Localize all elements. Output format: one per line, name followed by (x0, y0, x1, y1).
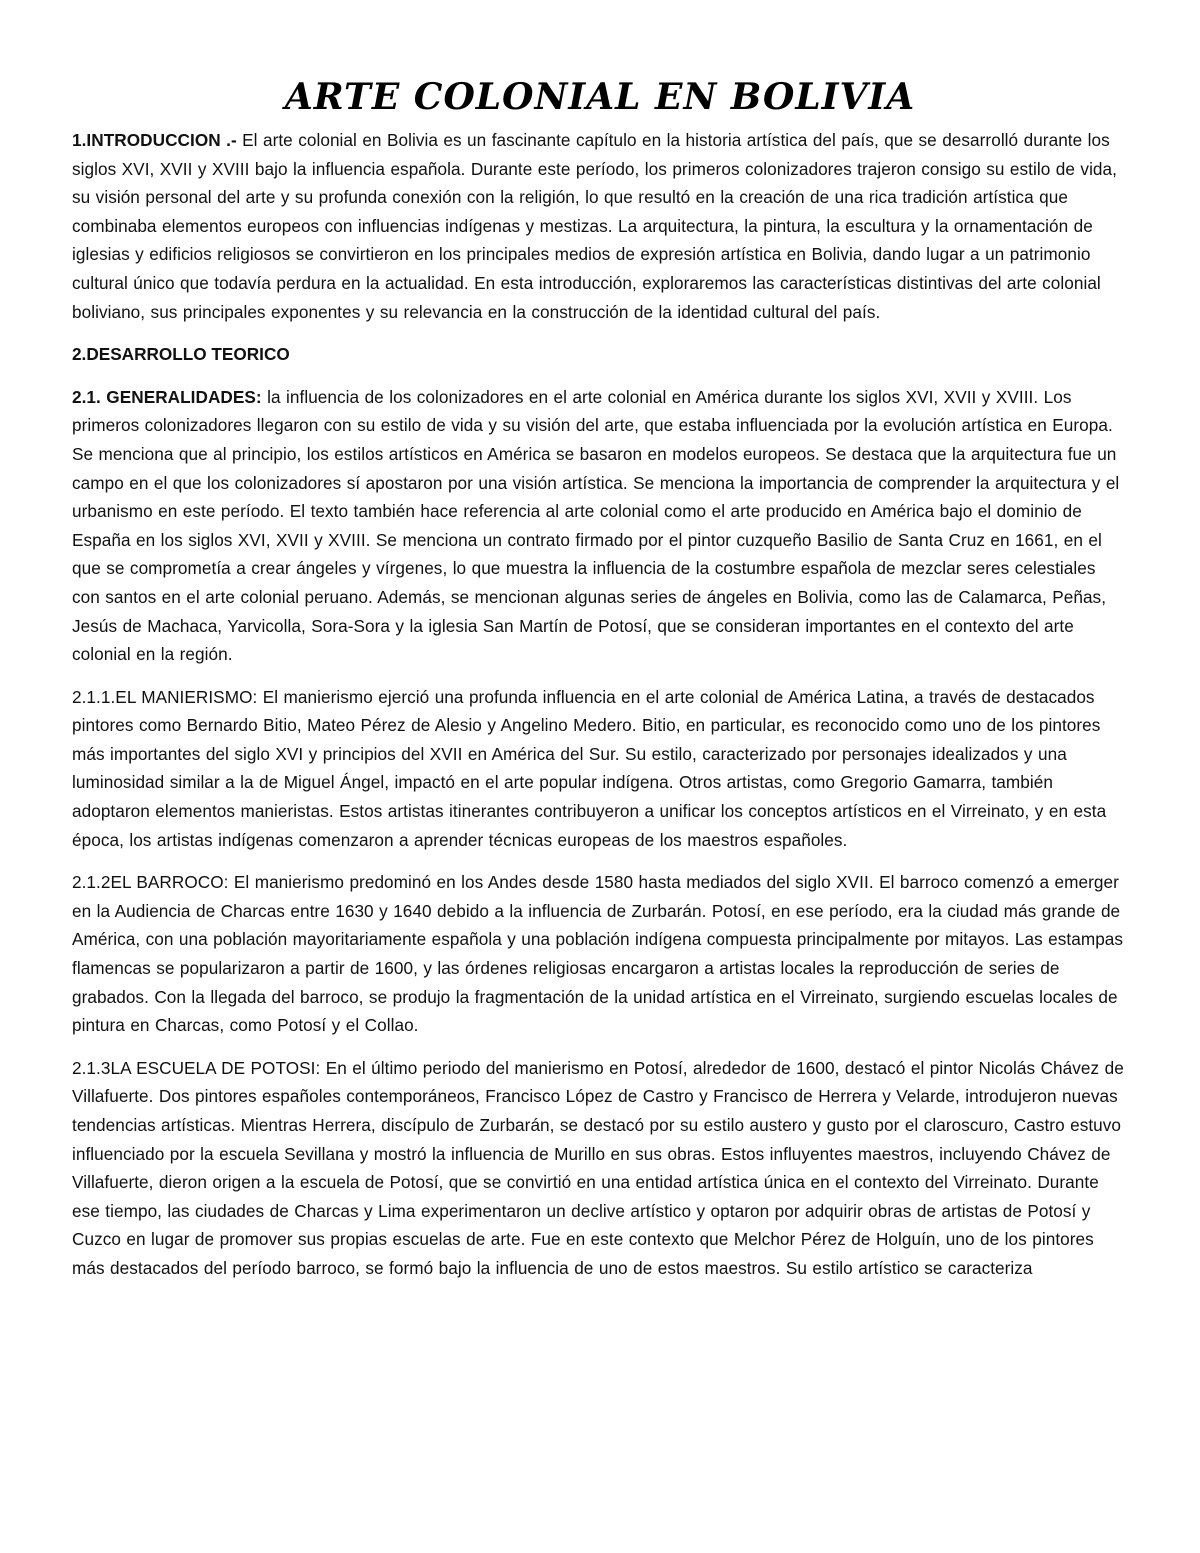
section-generalidades (72, 383, 1128, 669)
section-label: 2.DESARROLLO TEORICO (72, 344, 290, 365)
section-text: El manierismo ejerció una profunda influencia en el arte colonial de América Latina, a través de destacados pintores como Bernardo Bitio, Mateo Pérez de Alesio y Angelino Medero. Bitio, en particular, es reconocido como uno de los pintores más importantes del siglo XVI y principios del XVII en América del Sur. Su estilo, caracterizado por personajes idealizados y una luminosidad similar a la de Miguel Ángel, impactó en el arte popular indígena. Otros artistas, como Gregorio Gamarra, también adoptaron elementos manieristas. Estos artistas itinerantes contribuyeron a unificar los conceptos artísticos en el Virreinato, y en esta época, los artistas indígenas comenzaron a aprender técnicas europeas de los maestros españoles. (72, 686, 1107, 850)
section-desarrollo-teorico (72, 340, 1128, 369)
section-label: 1.INTRODUCCION .- (72, 130, 237, 150)
section-label: 2.1.1.EL MANIERISMO: (72, 686, 258, 707)
section-manierismo (72, 683, 1128, 855)
section-text: la influencia de los colonizadores en el arte colonial en América durante los siglos XVI, XVII y XVIII. Los primeros colonizadores llegaron con su estilo de vida y su visión del arte, que estaba influenciada por la evolución artística en Europa. Se menciona que al principio, los estilos artísticos en América se basaron en modelos europeos. Se destaca que la arquitectura fue un campo en el que los colonizadores sí apostaron por una visión artística. Se menciona la importancia de comprender la arquitectura y el urbanismo en este período. El texto también hace referencia al arte colonial como el arte producido en América bajo el dominio de España en los siglos XVI, XVII y XVIII. Se menciona un contrato firmado por el pintor cuzqueño Basilio de Santa Cruz en 1661, en el que se comprometía a crear ángeles y vírgenes, lo que muestra la influencia de la costumbre española de mezclar seres celestiales con santos en el arte colonial peruano. Además, se mencionan algunas series de ángeles en Bolivia, como las de Calamarca, Peñas, Jesús de Machaca, Yarvicolla, Sora-Sora y la iglesia San Martín de Potosí, que se consideran importantes en el contexto del arte colonial en la región. (72, 386, 1120, 665)
section-introduccion (72, 126, 1128, 326)
section-label: 2.1.3LA ESCUELA DE POTOSI: (72, 1057, 321, 1078)
section-label: 2.1.2EL BARROCO: (72, 872, 229, 893)
section-barroco (72, 868, 1128, 1040)
section-escuela-potosi (72, 1054, 1128, 1283)
section-text: El arte colonial en Bolivia es un fascinante capítulo en la historia artística del país, que se desarrolló durante los siglos XVI, XVII y XVIII bajo la influencia española. Durante este período, los primeros colonizadores trajeron consigo su estilo de vida, su visión personal del arte y su profunda conexión con la religión, lo que resultó en la creación de una rica tradición artística que combinaba elementos europeos con influencias indígenas y mestizas. La arquitectura, la pintura, la escultura y la ornamentación de iglesias y edificios religiosos se convirtieron en los principales medios de expresión artística en Bolivia, dando lugar a un patrimonio cultural único que todavía perdura en la actualidad. En esta introducción, exploraremos las características distintivas del arte colonial boliviano, sus principales exponentes y su relevancia en la construcción de la identidad cultural del país. (72, 130, 1117, 322)
section-label: 2.1. GENERALIDADES: (72, 386, 262, 407)
document-title: ARTE COLONIAL EN BOLIVIA (284, 76, 916, 118)
section-text: En el último periodo del manierismo en Potosí, alrededor de 1600, destacó el pintor Nicolás Chávez de Villafuerte. Dos pintores españoles contemporáneos, Francisco López de Castro y Francisco de Herrera y Velarde, introdujeron nuevas tendencias artísticas. Mientras Herrera, discípulo de Zurbarán, se destacó por su estilo austero y gusto por el claroscuro, Castro estuvo influenciado por la escuela Sevillana y mostró la influencia de Murillo en sus obras. Estos influyentes maestros, incluyendo Chávez de Villafuerte, dieron origen a la escuela de Potosí, que se convirtió en una entidad artística única en el contexto del Virreinato. Durante ese tiempo, las ciudades de Charcas y Lima experimentaron un declive artístico y optaron por adquirir obras de artistas de Potosí y Cuzco en lugar de promover sus propias escuelas de arte. Fue en este contexto que Melchor Pérez de Holguín, uno de los pintores más destacados del período barroco, se formó bajo la influencia de uno de estos maestros. Su estilo artístico se caracteriza (72, 1057, 1124, 1278)
section-text: El manierismo predominó en los Andes desde 1580 hasta mediados del siglo XVII. El barroco comenzó a emerger en la Audiencia de Charcas entre 1630 y 1640 debido a la influencia de Zurbarán. Potosí, en ese período, era la ciudad más grande de América, con una población mayoritariamente española y una población indígena compuesta principalmente por mitayos. Las estampas flamencas se popularizaron a partir de 1600, y las órdenes religiosas encargaron a artistas locales la reproducción de series de grabados. Con la llegada del barroco, se produjo la fragmentación de la unidad artística en el Virreinato, surgiendo escuelas locales de pintura en Charcas, como Potosí y el Collao. (72, 872, 1124, 1036)
